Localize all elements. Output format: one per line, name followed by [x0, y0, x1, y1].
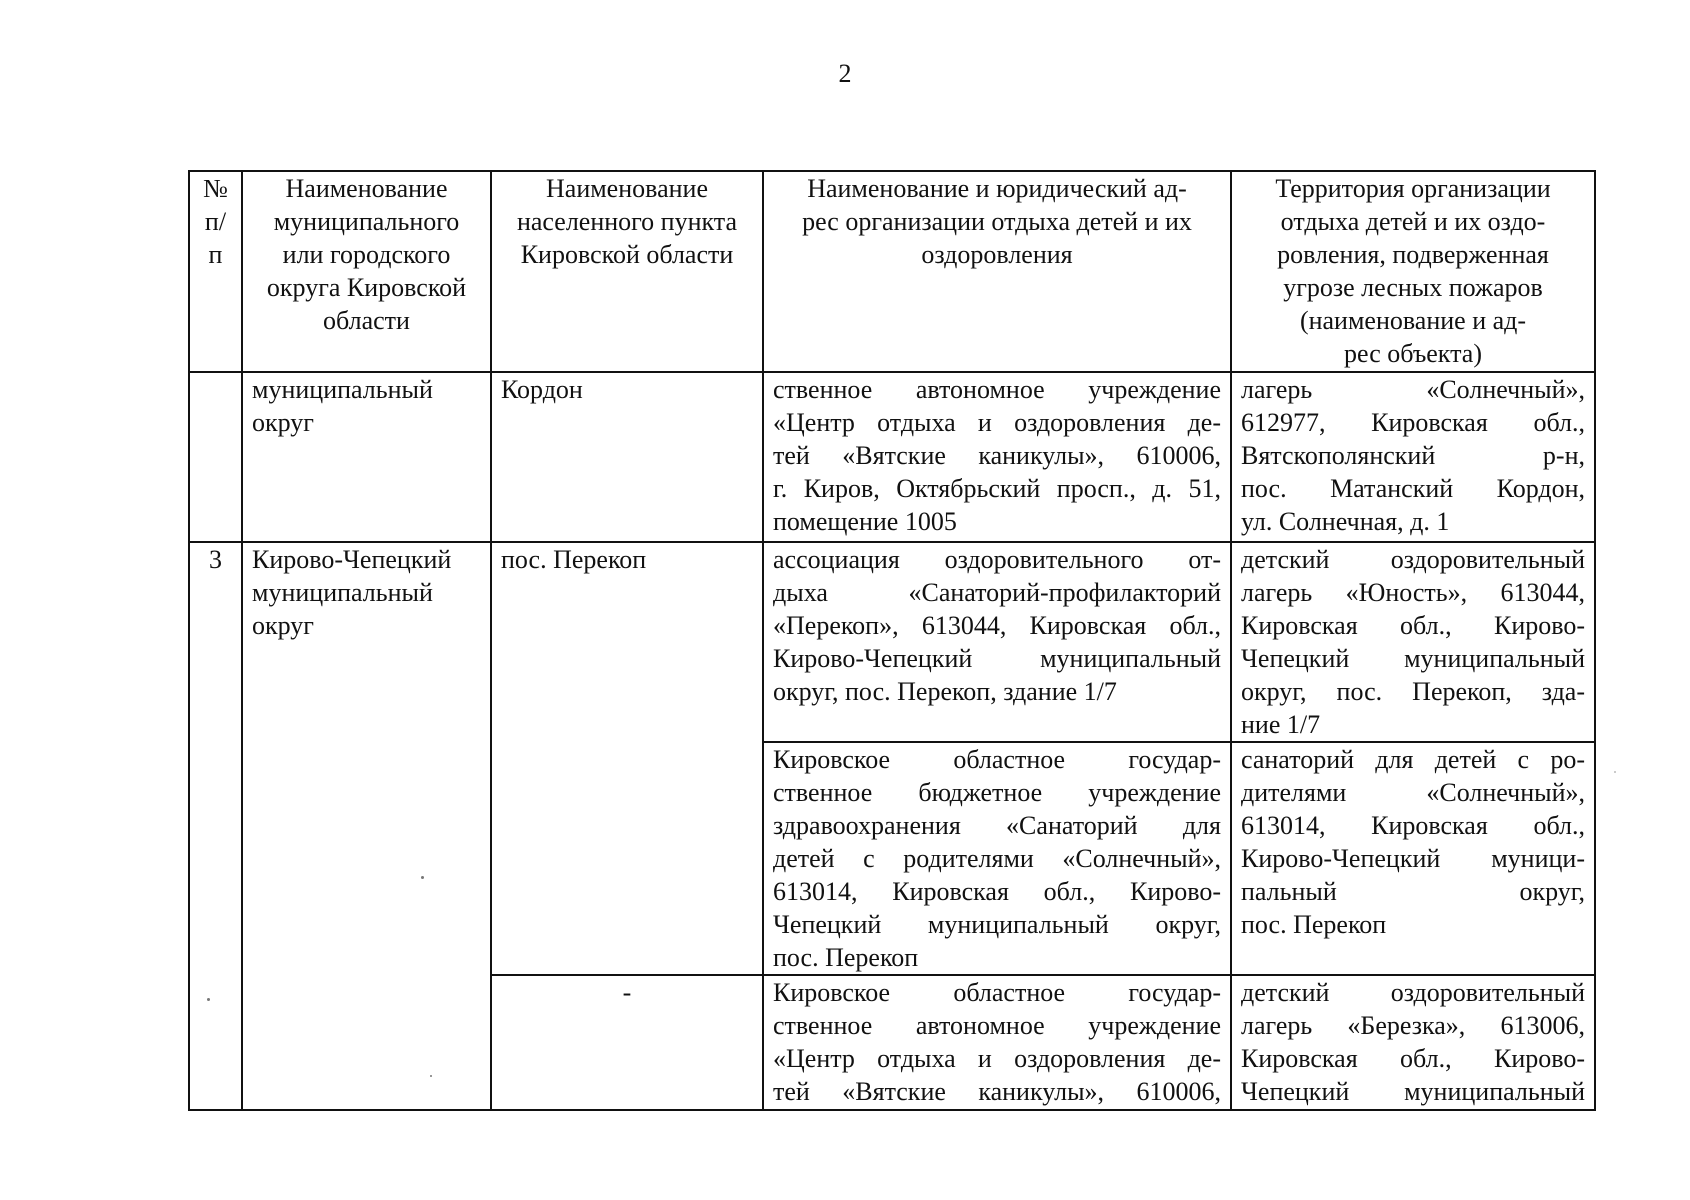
territory-cell: лагерь «Солнечный», 612977, Кировская обл., Вятскополянский р-н, пос. Матанский Кордон, ул. Солнечная, д. 1 — [1231, 372, 1595, 542]
scan-speck — [1614, 771, 1616, 773]
settlement-cell: пос. Перекоп — [491, 542, 763, 975]
forest-fire-threat-table — [188, 170, 1596, 1111]
settlement-cell: Кордон — [491, 372, 763, 542]
district-cell: Кирово-Чепецкий муниципальный округ — [242, 542, 491, 1110]
header-organization: Наименование и юридический ад- рес организации отдыха детей и их оздоровления — [763, 171, 1231, 372]
scan-speck — [421, 876, 424, 879]
row-number: 3 — [189, 542, 242, 1110]
territory-cell: детский оздоровительный лагерь «Юность», 613044, Кировская обл., Кирово- Чепецкий муниципальный округ, пос. Перекоп, зда- ние 1/7 — [1231, 542, 1595, 742]
table-row — [189, 542, 1595, 742]
header-district: Наименование муниципального или городского округа Кировской области — [242, 171, 491, 372]
territory-cell: детский оздоровительный лагерь «Березка», 613006, Кировская обл., Кирово- Чепецкий муниципальный — [1231, 975, 1595, 1110]
organization-cell: ственное автономное учреждение «Центр отдыха и оздоровления де- тей «Вятские каникулы», 610006, г. Киров, Октябрьский просп., д. 51, помещение 1005 — [763, 372, 1231, 542]
table-row — [189, 372, 1595, 542]
scan-speck — [207, 998, 210, 1001]
organization-cell: Кировское областное государ- ственное автономное учреждение «Центр отдыха и оздоровления де- тей «Вятские каникулы», 610006, — [763, 975, 1231, 1110]
organization-cell: ассоциация оздоровительного от- дыха «Санаторий-профилакторий «Перекоп», 613044, Кировская обл., Кирово-Чепецкий муниципальный округ, пос. Перекоп, здание 1/7 — [763, 542, 1231, 742]
territory-cell: санаторий для детей с ро- дителями «Солнечный», 613014, Кировская обл., Кирово-Чепецкий муници- пальный округ, пос. Перекоп — [1231, 742, 1595, 975]
settlement-cell: - — [491, 975, 763, 1110]
scan-speck — [430, 1075, 432, 1077]
row-number — [189, 372, 242, 542]
header-num: № п/п — [189, 171, 242, 372]
district-cell: муниципальный округ — [242, 372, 491, 542]
header-row — [189, 171, 1595, 372]
header-settlement: Наименование населенного пункта Кировской области — [491, 171, 763, 372]
organization-cell: Кировское областное государ- ственное бюджетное учреждение здравоохранения «Санаторий для детей с родителями «Солнечный», 613014, Кировская обл., Кирово- Чепецкий муниципальный округ, пос. Перекоп — [763, 742, 1231, 975]
page-number: 2 — [838, 59, 852, 88]
header-territory: Территория организации отдыха детей и их оздо- ровления, подверженная угрозе лесных пожаров (наименование и ад- рес объекта) — [1231, 171, 1595, 372]
